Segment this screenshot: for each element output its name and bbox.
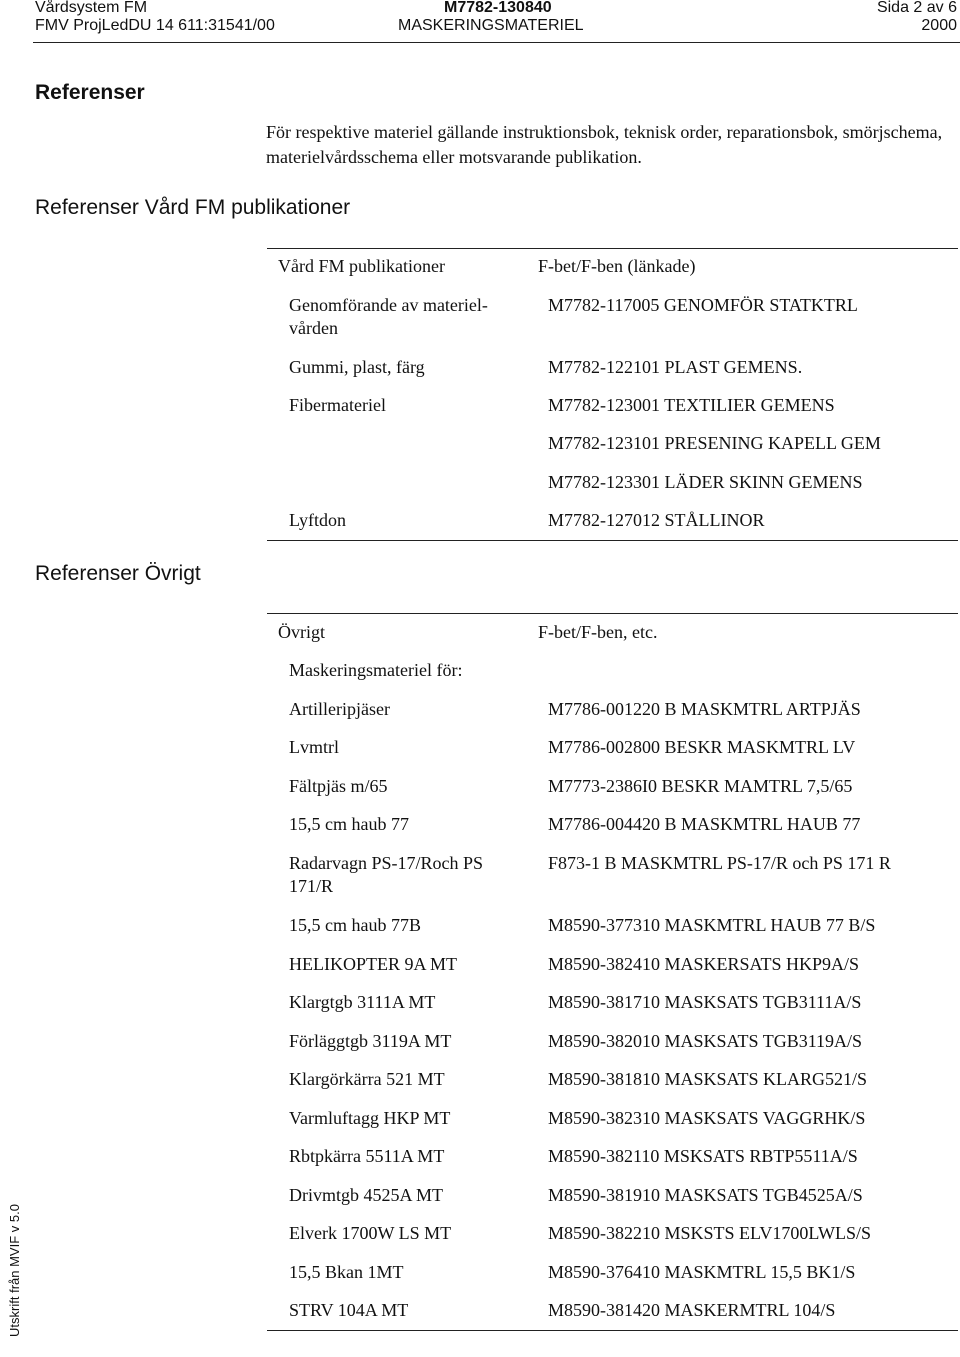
ovrigt-row-9-ref[interactable]: M8590-382010 MASKSATS TGB3119A/S [548,1031,863,1051]
ovrigt-row-2-ref[interactable]: M7786-002800 BESKR MASKMTRL LV [548,737,856,757]
ovrigt-row-16-item: STRV 104A MT [289,1300,409,1320]
ovrigt-row-9-item: Förläggtgb 3119A MT [289,1031,452,1051]
vard-row-2-ref[interactable]: M7782-122101 PLAST GEMENS. [548,357,803,377]
vard-heading: Referenser Vård FM publikationer [35,196,351,219]
vard-table-bottom-rule [267,540,958,541]
ovrigt-col2-header: F-bet/F-ben, etc. [538,622,658,642]
ovrigt-row-14-ref[interactable]: M8590-382210 MSKSTS ELV1700LWLS/S [548,1223,872,1243]
ovrigt-row-15-ref[interactable]: M8590-376410 MASKMTRL 15,5 BK1/S [548,1262,856,1282]
header-divider [33,42,960,43]
ovrigt-row-10-item: Klargörkärra 521 MT [289,1069,445,1089]
vard-col2-header: F-bet/F-ben (länkade) [538,256,696,276]
header-page-number: Sida 2 av 6 [876,0,957,16]
ovrigt-row-8-item: Klargtgb 3111A MT [289,992,436,1012]
print-source-label: Utskrift från MVIF v 5.0 [6,1204,22,1337]
ovrigt-row-11-item: Varmluftagg HKP MT [289,1108,451,1128]
vard-row-3-ref[interactable]: M7782-123001 TEXTILIER GEMENS [548,395,835,415]
vard-row-1-topic: Genomförande av materiel-vården [289,295,488,338]
ovrigt-row-11-ref[interactable]: M8590-382310 MASKSATS VAGGRHK/S [548,1108,866,1128]
ovrigt-row-7-item: HELIKOPTER 9A MT [289,954,457,974]
vard-row-6-ref[interactable]: M7782-127012 STÅLLINOR [548,510,765,530]
vard-row-3-topic: Fibermateriel [289,395,386,415]
ovrigt-row-1-item: Artilleripjäser [289,699,390,719]
ovrigt-col1-header: Övrigt [278,622,325,642]
ovrigt-row-13-ref[interactable]: M8590-381910 MASKSATS TGB4525A/S [548,1185,863,1205]
ovrigt-row-13-item: Drivmtgb 4525A MT [289,1185,444,1205]
vard-col1-header: Vård FM publikationer [278,256,445,276]
ovrigt-row-8-ref[interactable]: M8590-381710 MASKSATS TGB3111A/S [548,992,862,1012]
ovrigt-row-3-item: Fältpjäs m/65 [289,776,388,796]
ovrigt-row-14-item: Elverk 1700W LS MT [289,1223,452,1243]
ovrigt-row-12-item: Rbtpkärra 5511A MT [289,1146,445,1166]
ovrigt-row-6-ref[interactable]: M8590-377310 MASKMTRL HAUB 77 B/S [548,915,876,935]
ovrigt-row-15-item: 15,5 Bkan 1MT [289,1262,404,1282]
references-heading: Referenser [35,81,145,104]
ovrigt-row-12-ref[interactable]: M8590-382110 MSKSATS RBTP5511A/S [548,1146,858,1166]
ovrigt-row-7-ref[interactable]: M8590-382410 MASKERSATS HKP9A/S [548,954,860,974]
ovrigt-row-6-item: 15,5 cm haub 77B [289,915,421,935]
ovrigt-row-10-ref[interactable]: M8590-381810 MASKSATS KLARG521/S [548,1069,868,1089]
ovrigt-row-1-ref[interactable]: M7786-001220 B MASKMTRL ARTPJÄS [548,699,861,719]
ovrigt-row-4-ref[interactable]: M7786-004420 B MASKMTRL HAUB 77 [548,814,861,834]
ovrigt-row-5-ref[interactable]: F873-1 B MASKMTRL PS-17/R och PS 171 R [548,853,891,873]
ovrigt-table-bottom-rule [267,1330,958,1331]
vard-row-2-topic: Gummi, plast, färg [289,357,425,377]
ovrigt-row-4-item: 15,5 cm haub 77 [289,814,409,834]
ovrigt-subheader: Maskeringsmateriel för: [289,660,463,680]
header-project: FMV ProjLedDU 14 611:31541/00 [35,17,275,34]
header-system: Vårdsystem FM [35,0,148,16]
ovrigt-table-top-rule [267,613,958,614]
header-year: 2000 [921,17,957,34]
ovrigt-row-3-ref[interactable]: M7773-2386I0 BESKR MAMTRL 7,5/65 [548,776,853,796]
header-title: MASKERINGSMATERIEL [398,17,584,34]
vard-row-6-topic: Lyftdon [289,510,346,530]
vard-table-top-rule [267,248,958,249]
ovrigt-row-5-item: Radarvagn PS-17/Roch PS 171/R [289,853,484,896]
vard-row-4-ref[interactable]: M7782-123101 PRESENING KAPELL GEM [548,433,881,453]
vard-row-5-ref[interactable]: M7782-123301 LÄDER SKINN GEMENS [548,472,863,492]
references-intro: För respektive materiel gällande instruktionsbok, teknisk order, reparationsbok, smörjschema, materielvårdsschema eller motsvarande publikation. [266,122,943,167]
ovrigt-row-2-item: Lvmtrl [289,737,339,757]
ovrigt-row-16-ref[interactable]: M8590-381420 MASKERMTRL 104/S [548,1300,836,1320]
vard-row-1-ref[interactable]: M7782-117005 GENOMFÖR STATKTRL [548,295,858,315]
ovrigt-heading: Referenser Övrigt [35,562,201,585]
header-doc-code: M7782-130840 [444,0,552,16]
